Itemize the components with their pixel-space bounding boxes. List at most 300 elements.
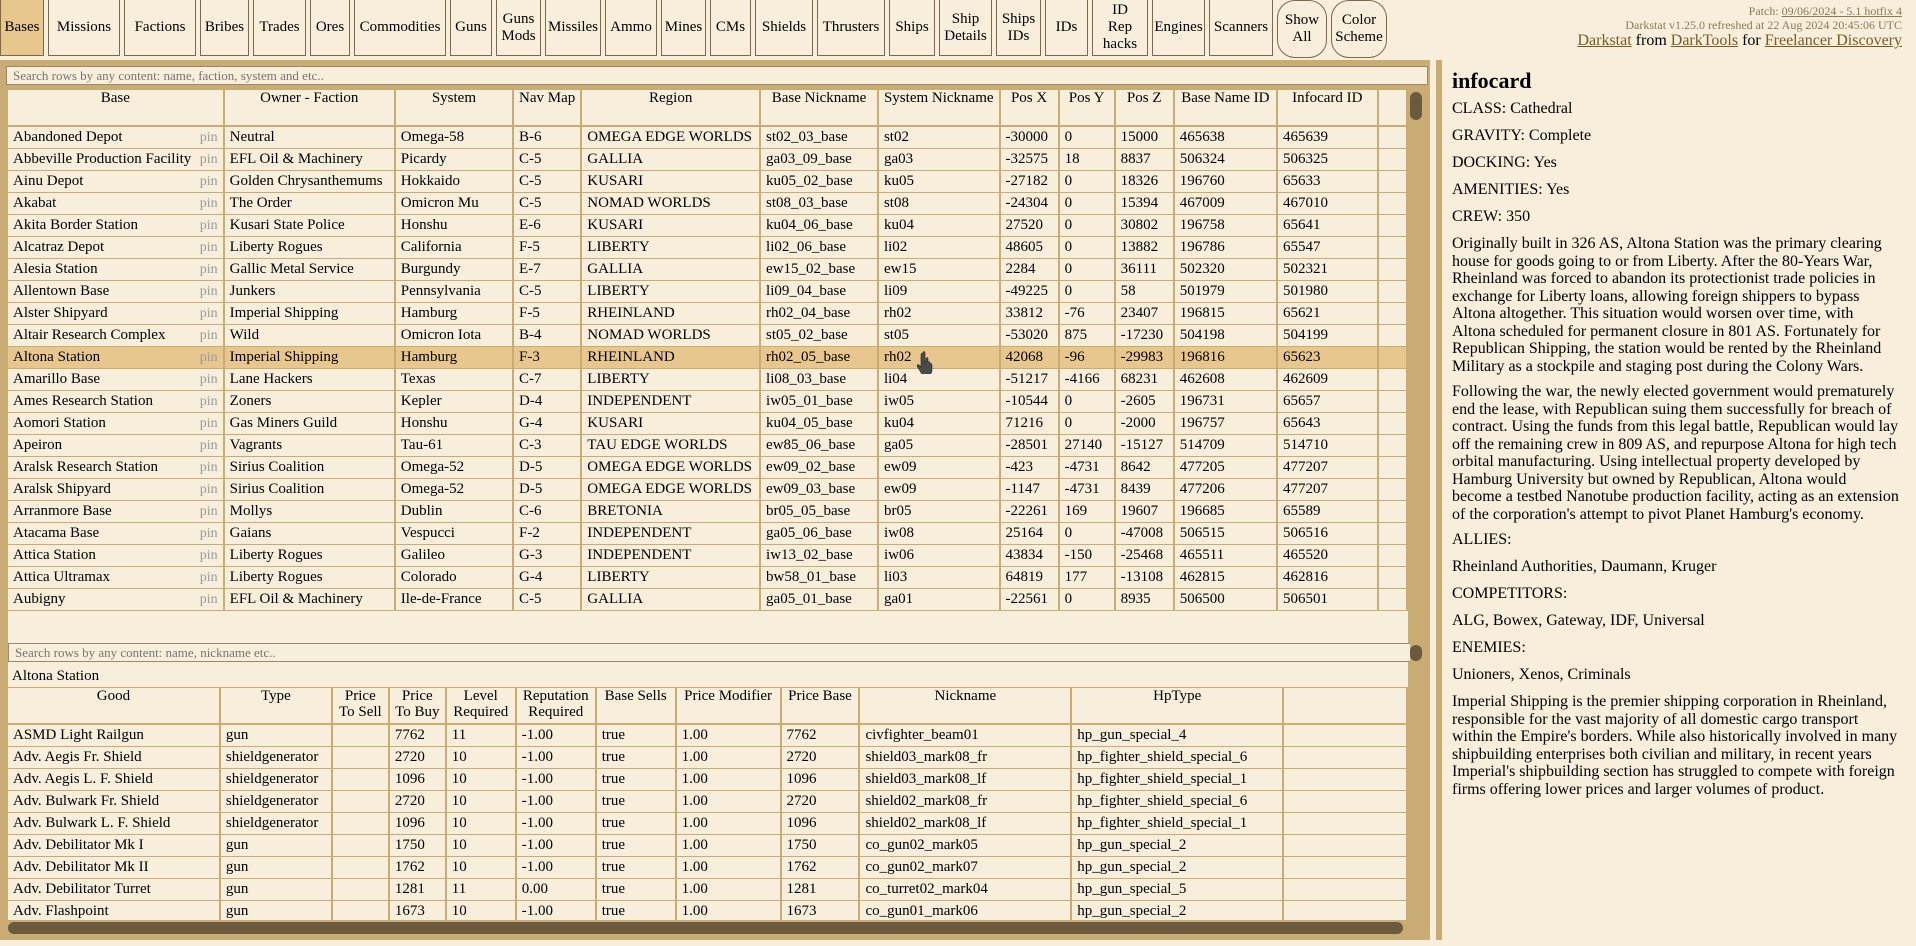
- cell-text: li03: [883, 569, 908, 585]
- tab-ids[interactable]: IDs: [1045, 0, 1088, 56]
- table-cell: [395, 391, 513, 413]
- pin-button[interactable]: pin: [199, 130, 218, 145]
- bases-column-header[interactable]: Infocard ID: [1277, 90, 1378, 126]
- pin-button[interactable]: pin: [199, 284, 218, 299]
- table-row[interactable]: [8, 391, 1407, 413]
- cell-text: 15000: [1120, 129, 1159, 145]
- table-cell-spacer: [1378, 325, 1407, 347]
- base-name-cell[interactable]: [8, 413, 224, 435]
- table-row[interactable]: [8, 193, 1407, 215]
- tab-ships[interactable]: Ships: [889, 0, 935, 56]
- table-cell: [1115, 193, 1174, 215]
- tab-ships-ids[interactable]: Ships IDs: [996, 0, 1041, 56]
- table-cell: [332, 879, 389, 901]
- bases-column-header[interactable]: Pos Z: [1115, 90, 1174, 126]
- table-cell: 1281: [781, 879, 860, 901]
- cell-text: INDEPENDENT: [587, 547, 692, 563]
- cell-text: E-7: [519, 261, 541, 277]
- market-column-header[interactable]: Level Required: [446, 688, 516, 724]
- table-cell: co_gun01_mark06: [859, 901, 1071, 921]
- cell-text: 462608: [1179, 371, 1225, 387]
- cell-text: 19607: [1120, 503, 1159, 519]
- table-row[interactable]: [8, 857, 1407, 879]
- pin-button[interactable]: pin: [199, 504, 218, 519]
- table-cell: -1.00: [516, 769, 596, 791]
- table-cell: [1277, 149, 1378, 171]
- table-cell: [1174, 567, 1277, 589]
- cell-text: LIBERTY: [587, 283, 650, 299]
- base-name-cell[interactable]: [8, 126, 224, 149]
- cell-text: 43834: [1005, 547, 1044, 563]
- cell-text: Alcatraz Depot: [13, 239, 105, 255]
- cell-text: 514710: [1282, 437, 1328, 453]
- table-cell: hp_gun_special_2: [1071, 901, 1283, 921]
- cell-text: li09_04_base: [766, 283, 847, 299]
- cell-text: 65643: [1282, 415, 1321, 431]
- table-cell: [878, 391, 1000, 413]
- tab-thrusters[interactable]: Thrusters: [817, 0, 885, 56]
- table-cell: [1277, 215, 1378, 237]
- cell-text: Imperial Shipping: [229, 305, 339, 321]
- table-cell: true: [596, 813, 676, 835]
- table-cell: [1174, 545, 1277, 567]
- table-row[interactable]: [8, 215, 1407, 237]
- bases-column-header[interactable]: Region: [581, 90, 760, 126]
- cell-text: C-5: [519, 283, 542, 299]
- table-cell: [513, 347, 581, 369]
- table-cell: [513, 193, 581, 215]
- bases-search-input[interactable]: [6, 66, 1428, 85]
- cell-text: 15394: [1120, 195, 1159, 211]
- cell-text: 196758: [1179, 217, 1225, 233]
- market-search-input[interactable]: [8, 643, 1413, 662]
- table-row[interactable]: [8, 303, 1407, 325]
- bases-column-header[interactable]: Base: [8, 90, 224, 126]
- cell-text: Neutral: [229, 129, 275, 145]
- table-cell: [513, 369, 581, 391]
- table-row[interactable]: [8, 523, 1407, 545]
- table-row[interactable]: [8, 589, 1407, 611]
- table-cell-spacer: [1378, 369, 1407, 391]
- pin-button[interactable]: pin: [199, 240, 218, 255]
- table-cell: shield03_mark08_lf: [859, 769, 1071, 791]
- tab-cms[interactable]: CMs: [710, 0, 751, 56]
- table-cell: [1277, 589, 1378, 611]
- table-row[interactable]: [8, 149, 1407, 171]
- cell-text: iw06: [883, 547, 914, 563]
- tab-ores[interactable]: Ores: [310, 0, 350, 56]
- table-cell: [1115, 126, 1174, 149]
- table-cell: [332, 747, 389, 769]
- cell-text: F-2: [519, 525, 540, 541]
- table-cell: [878, 237, 1000, 259]
- table-cell: [581, 259, 760, 281]
- table-cell: [224, 369, 395, 391]
- cell-text: Attica Station: [13, 547, 96, 563]
- table-cell: 1673: [389, 901, 446, 921]
- pin-button[interactable]: pin: [199, 526, 218, 541]
- table-cell: true: [596, 879, 676, 901]
- tab-trades[interactable]: Trades: [253, 0, 306, 56]
- freelancer-discovery-link[interactable]: Freelancer Discovery: [1764, 32, 1902, 49]
- cell-text: ga03_09_base: [766, 151, 852, 167]
- table-cell: [1000, 303, 1059, 325]
- table-cell: [1277, 193, 1378, 215]
- table-cell: 1750: [389, 835, 446, 857]
- table-row[interactable]: [8, 545, 1407, 567]
- table-cell: [395, 369, 513, 391]
- infocard-allies-label: ALLIES:: [1452, 531, 1512, 548]
- cell-text: 65641: [1282, 217, 1321, 233]
- tab-guns-mods[interactable]: Guns Mods: [496, 0, 541, 56]
- market-column-header[interactable]: Price Base: [781, 688, 860, 724]
- tab-bases[interactable]: Bases: [0, 0, 44, 56]
- base-name-cell[interactable]: [8, 501, 224, 523]
- market-column-header[interactable]: Base Sells: [596, 688, 676, 724]
- table-row[interactable]: [8, 237, 1407, 259]
- market-column-header[interactable]: Reputation Required: [516, 688, 596, 724]
- top-navigation: [0, 0, 1916, 60]
- cell-text: ew09: [883, 459, 917, 475]
- cell-text: Akabat: [13, 195, 57, 211]
- market-horizontal-scrollbar[interactable]: [8, 922, 1408, 934]
- table-row[interactable]: [8, 724, 1407, 747]
- tab-scanners[interactable]: Scanners: [1209, 0, 1273, 56]
- table-cell: [1059, 281, 1115, 303]
- table-cell: [760, 347, 878, 369]
- base-name-cell[interactable]: [8, 391, 224, 413]
- table-cell: [1277, 126, 1378, 149]
- table-row[interactable]: [8, 479, 1407, 501]
- darktools-link[interactable]: DarkTools: [1670, 32, 1739, 49]
- table-cell: hp_fighter_shield_special_1: [1071, 813, 1283, 835]
- cell-text: C-5: [519, 591, 542, 607]
- cell-text: G-3: [519, 547, 543, 563]
- table-row[interactable]: [8, 347, 1407, 369]
- table-row[interactable]: [8, 879, 1407, 901]
- cell-text: 502321: [1282, 261, 1328, 277]
- pin-button[interactable]: pin: [199, 460, 218, 475]
- table-row[interactable]: [8, 325, 1407, 347]
- table-cell: [760, 479, 878, 501]
- table-row[interactable]: [8, 747, 1407, 769]
- table-row[interactable]: [8, 259, 1407, 281]
- cell-text: Hamburg: [400, 305, 458, 321]
- table-row[interactable]: [8, 435, 1407, 457]
- table-row[interactable]: [8, 791, 1407, 813]
- pin-button[interactable]: pin: [199, 328, 218, 343]
- table-cell: [1115, 435, 1174, 457]
- table-cell: [581, 567, 760, 589]
- infocard-title: infocard: [1452, 68, 1532, 93]
- table-cell: shield03_mark08_fr: [859, 747, 1071, 769]
- base-name-cell[interactable]: [8, 545, 224, 567]
- tab-factions[interactable]: Factions: [124, 0, 196, 56]
- tab-ship-details[interactable]: Ship Details: [939, 0, 992, 56]
- pin-button[interactable]: pin: [199, 306, 218, 321]
- table-cell: [395, 589, 513, 611]
- table-row[interactable]: [8, 457, 1407, 479]
- base-name-cell[interactable]: [8, 171, 224, 193]
- table-row[interactable]: [8, 567, 1407, 589]
- base-name-cell[interactable]: [8, 193, 224, 215]
- cell-text: ew15: [883, 261, 917, 277]
- base-name-cell[interactable]: [8, 215, 224, 237]
- table-cell: [1059, 391, 1115, 413]
- table-cell: [1000, 567, 1059, 589]
- infocard-faction-paragraph: Imperial Shipping is the premier shipping corporation in Rheinland, responsible for the vast majority of all domestic cargo transport within the Empire's borders. While also historically involved in many shipbuilding enterprises both civilian and military, in recent years Imperial's shipbuilding section has struggled to compete with foreign firms offering lower prices and larger volumes of product.: [1452, 693, 1898, 798]
- table-cell: [1174, 126, 1277, 149]
- table-cell: [224, 303, 395, 325]
- cell-text: -423: [1005, 459, 1034, 475]
- table-row[interactable]: [8, 369, 1407, 391]
- table-cell: [1000, 479, 1059, 501]
- table-cell: 1.00: [676, 857, 781, 879]
- base-name-cell[interactable]: [8, 567, 224, 589]
- cell-text: 462815: [1179, 569, 1225, 585]
- cell-text: C-3: [519, 437, 542, 453]
- table-cell: 10: [446, 835, 516, 857]
- tab-missiles[interactable]: Missiles: [545, 0, 601, 56]
- cell-text: 0: [1064, 283, 1073, 299]
- table-cell: [395, 281, 513, 303]
- table-cell: [878, 435, 1000, 457]
- cell-text: B-4: [519, 327, 542, 343]
- table-cell: [395, 325, 513, 347]
- table-cell: [878, 193, 1000, 215]
- table-cell: [581, 347, 760, 369]
- table-cell: [760, 589, 878, 611]
- cell-text: 0: [1064, 261, 1073, 277]
- table-cell: hp_gun_special_4: [1071, 724, 1283, 747]
- base-name-cell[interactable]: [8, 303, 224, 325]
- color-scheme-button[interactable]: Color Scheme: [1331, 0, 1387, 58]
- pin-button[interactable]: pin: [199, 218, 218, 233]
- table-row[interactable]: [8, 126, 1407, 149]
- table-cell: shield02_mark08_lf: [859, 813, 1071, 835]
- table-cell: [1174, 435, 1277, 457]
- table-cell: [1277, 237, 1378, 259]
- table-cell: [1059, 457, 1115, 479]
- table-cell-spacer: [1378, 413, 1407, 435]
- pin-button[interactable]: pin: [199, 350, 218, 365]
- cell-text: rh02_04_base: [766, 305, 851, 321]
- cell-text: Attica Ultramax: [13, 569, 111, 585]
- table-cell-spacer: [1283, 835, 1407, 857]
- tab-id-rep-hacks[interactable]: ID Rep hacks: [1092, 0, 1148, 56]
- cell-text: Pennsylvania: [400, 283, 481, 299]
- cell-text: -13108: [1120, 569, 1164, 585]
- patch-link[interactable]: 09/06/2024 - 5.1 hotfix 4: [1781, 4, 1902, 18]
- bases-column-header[interactable]: Base Name ID: [1174, 90, 1277, 126]
- table-cell: [1115, 369, 1174, 391]
- cell-text: D-4: [519, 393, 543, 409]
- cell-text: ku05: [883, 173, 914, 189]
- tab-engines[interactable]: Engines: [1152, 0, 1205, 56]
- cell-text: EFL Oil & Machinery: [229, 591, 363, 607]
- market-column-header[interactable]: Type: [220, 688, 332, 724]
- pin-button[interactable]: pin: [199, 438, 218, 453]
- table-row[interactable]: [8, 281, 1407, 303]
- bases-column-header[interactable]: Pos X: [1000, 90, 1059, 126]
- market-column-header[interactable]: Price To Sell: [332, 688, 389, 724]
- table-cell: 7762: [781, 724, 860, 747]
- bases-vertical-scrollbar[interactable]: [1410, 90, 1422, 670]
- base-name-cell[interactable]: [8, 259, 224, 281]
- table-cell: [1277, 501, 1378, 523]
- pin-button[interactable]: pin: [199, 394, 218, 409]
- cell-text: ew15_02_base: [766, 261, 856, 277]
- table-cell: [760, 237, 878, 259]
- table-cell: [1277, 347, 1378, 369]
- base-name-cell[interactable]: [8, 589, 224, 611]
- table-cell: [1059, 149, 1115, 171]
- market-column-header[interactable]: Good: [8, 688, 220, 724]
- table-cell: [581, 281, 760, 303]
- table-cell-spacer: [1378, 149, 1407, 171]
- table-row[interactable]: [8, 171, 1407, 193]
- bases-column-header[interactable]: Owner - Faction: [224, 90, 395, 126]
- table-cell-spacer: [1378, 435, 1407, 457]
- cell-text: li09: [883, 283, 908, 299]
- table-cell: [760, 545, 878, 567]
- base-name-cell[interactable]: [8, 237, 224, 259]
- cell-text: -53020: [1005, 327, 1049, 343]
- table-cell: [581, 501, 760, 523]
- base-name-cell[interactable]: [8, 347, 224, 369]
- base-name-cell[interactable]: [8, 369, 224, 391]
- table-cell: Adv. Debilitator Mk II: [8, 857, 220, 879]
- cell-text: Gallic Metal Service: [229, 261, 354, 277]
- bases-scroll-thumb[interactable]: [1410, 92, 1422, 120]
- table-cell: [760, 413, 878, 435]
- table-row[interactable]: [8, 413, 1407, 435]
- cell-text: -17230: [1120, 327, 1164, 343]
- bases-column-header[interactable]: System Nickname: [878, 90, 1000, 126]
- bases-column-spacer: [1378, 90, 1407, 126]
- table-cell: hp_fighter_shield_special_6: [1071, 791, 1283, 813]
- pin-button[interactable]: pin: [199, 592, 218, 607]
- table-cell: [1174, 237, 1277, 259]
- table-row[interactable]: [8, 501, 1407, 523]
- tab-bribes[interactable]: Bribes: [200, 0, 249, 56]
- table-cell: [395, 501, 513, 523]
- cell-text: Dublin: [400, 503, 443, 519]
- base-name-cell[interactable]: [8, 523, 224, 545]
- base-name-cell[interactable]: [8, 479, 224, 501]
- base-name-cell[interactable]: [8, 457, 224, 479]
- table-cell: [1059, 523, 1115, 545]
- table-cell: true: [596, 791, 676, 813]
- cell-text: ku05_02_base: [766, 173, 853, 189]
- cell-text: -27182: [1005, 173, 1049, 189]
- table-row[interactable]: [8, 769, 1407, 791]
- bases-column-header[interactable]: Nav Map: [513, 90, 581, 126]
- pin-button[interactable]: pin: [199, 262, 218, 277]
- cell-text: Galileo: [400, 547, 445, 563]
- cell-text: KUSARI: [587, 217, 644, 233]
- base-name-cell[interactable]: [8, 435, 224, 457]
- bases-column-header[interactable]: System: [395, 90, 513, 126]
- market-column-header[interactable]: Price Modifier: [676, 688, 781, 724]
- table-row[interactable]: [8, 901, 1407, 921]
- table-cell: [878, 171, 1000, 193]
- cell-text: 30802: [1120, 217, 1159, 233]
- cell-text: Texas: [400, 371, 436, 387]
- bases-column-header[interactable]: Pos Y: [1059, 90, 1115, 126]
- cell-text: Vespucci: [400, 525, 455, 541]
- pin-button[interactable]: pin: [199, 548, 218, 563]
- market-column-header[interactable]: Price To Buy: [389, 688, 446, 724]
- market-column-header[interactable]: HpType: [1071, 688, 1283, 724]
- table-cell: [581, 435, 760, 457]
- table-cell: 1.00: [676, 747, 781, 769]
- bases-column-header[interactable]: Base Nickname: [760, 90, 878, 126]
- cell-text: 196731: [1179, 393, 1225, 409]
- pin-button[interactable]: pin: [199, 152, 218, 167]
- pin-button[interactable]: pin: [199, 196, 218, 211]
- pin-button[interactable]: pin: [199, 372, 218, 387]
- table-cell: hp_fighter_shield_special_6: [1071, 747, 1283, 769]
- cell-text: Liberty Rogues: [229, 569, 323, 585]
- cell-text: 467010: [1282, 195, 1328, 211]
- table-cell: [760, 126, 878, 149]
- cell-text: Kusari State Police: [229, 217, 345, 233]
- market-column-header[interactable]: Nickname: [859, 688, 1071, 724]
- market-scroll-thumb-v[interactable]: [1410, 645, 1422, 661]
- tab-mines[interactable]: Mines: [661, 0, 706, 56]
- base-name-cell[interactable]: [8, 149, 224, 171]
- hand-cursor-icon: [917, 350, 937, 374]
- tab-commodities[interactable]: Commodities: [354, 0, 446, 56]
- cell-text: 23407: [1120, 305, 1159, 321]
- darkstat-link[interactable]: Darkstat: [1577, 32, 1632, 49]
- credits: [1577, 34, 1902, 48]
- table-cell: [332, 791, 389, 813]
- pin-button[interactable]: pin: [199, 174, 218, 189]
- tab-shields[interactable]: Shields: [755, 0, 813, 56]
- market-column-spacer: [1283, 688, 1407, 724]
- table-cell: -1.00: [516, 813, 596, 835]
- table-cell: 1096: [781, 813, 860, 835]
- table-cell: [1059, 435, 1115, 457]
- pin-button[interactable]: pin: [199, 482, 218, 497]
- base-name-cell[interactable]: [8, 281, 224, 303]
- cell-text: -1147: [1005, 481, 1040, 497]
- cell-text: 0: [1064, 525, 1073, 541]
- market-scroll-thumb-h[interactable]: [8, 922, 1403, 934]
- tab-guns[interactable]: Guns: [450, 0, 492, 56]
- show-all-button[interactable]: Show All: [1277, 0, 1327, 58]
- tab-missions[interactable]: Missions: [48, 0, 120, 56]
- table-row[interactable]: [8, 835, 1407, 857]
- table-cell: [581, 149, 760, 171]
- infocard-competitors: ALG, Bowex, Gateway, IDF, Universal: [1452, 612, 1705, 629]
- cell-text: -15127: [1120, 437, 1164, 453]
- pin-button[interactable]: pin: [199, 570, 218, 585]
- base-name-cell[interactable]: [8, 325, 224, 347]
- market-vertical-scrollbar[interactable]: [1410, 643, 1422, 663]
- pin-button[interactable]: pin: [199, 416, 218, 431]
- tab-ammo[interactable]: Ammo: [605, 0, 657, 56]
- infocard-war-paragraph: Following the war, the newly elected government would prematurely end the lease, with Republican suing them successfully for breach of contract. Using the funds from this legal battle, Republican would lay off the remaining crew in 809 AS, and repurpose Altona for high tech orbital manufacturing. Using intellectual property developed by Hamburg University but owned by Republican, Altona would become a testbed Nanotube production facility, acting as an extension of the corporation's attempt to pivot Planet Hamburg's economy.: [1452, 383, 1899, 523]
- table-cell: [760, 149, 878, 171]
- table-cell: 1.00: [676, 813, 781, 835]
- table-row[interactable]: [8, 813, 1407, 835]
- table-cell: [1277, 413, 1378, 435]
- table-cell: [513, 567, 581, 589]
- table-cell: [224, 457, 395, 479]
